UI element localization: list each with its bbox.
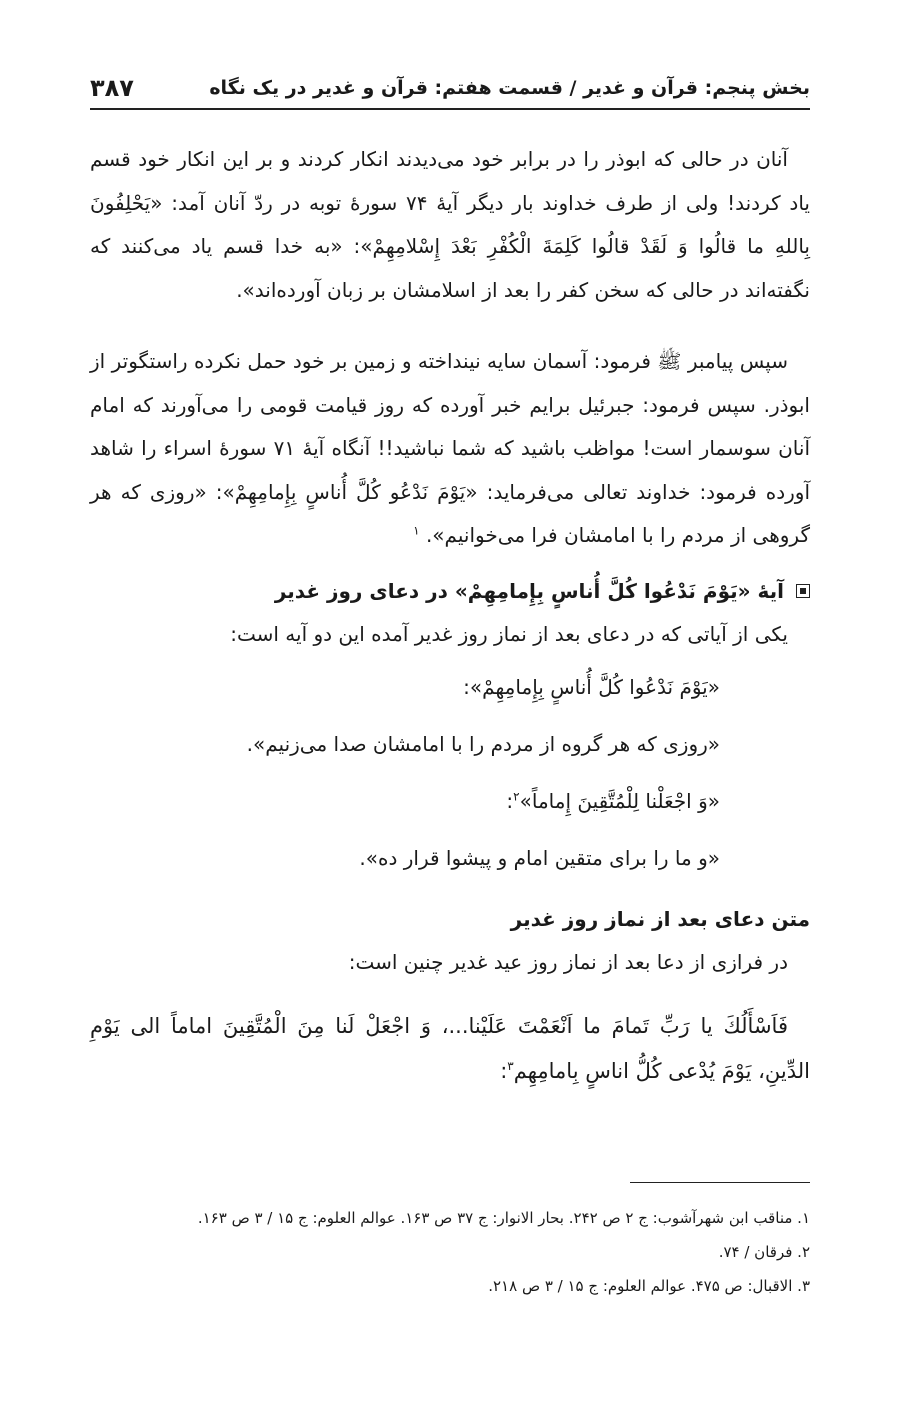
prayer-heading: متن دعای بعد از نماز روز غدیر (510, 906, 810, 931)
section-heading-text: آیهٔ «يَوْمَ نَدْعُوا كُلَّ أُناسٍ بِإِمامِهِمْ» در دعای روز غدیر (274, 578, 784, 603)
footnote-divider (630, 1182, 810, 1183)
footnote-1: ۱. مناقب ابن شهرآشوب: ج ۲ ص ۲۴۲. بحار الانوار: ج ۳۷ ص ۱۶۳. عوالم العلوم: ج ۱۵ / ۳ ص ۱۶۳. (197, 1209, 810, 1227)
paragraph-2-text: سپس پیامبر ﷺ فرمود: آسمان سایه نینداخته و زمین بر خود حمل نکرده راستگوتر از ابوذر. سپس فرمود: جبرئیل برایم خبر آورده که روز قیامت قومی را می‌آورند که امام آنان سوسمار است! مواظب باشید که شما نباشید!! آنگاه آیهٔ ۷۱ سورهٔ اسراء را شاهد آورده فرمود: خداوند تعالی می‌فرماید: «يَوْمَ نَدْعُو كُلَّ أُناسٍ بِإِمامِهِمْ»: «روزی که هر گروهی از مردم را با امامشان فرا می‌خوانیم». (90, 349, 810, 547)
footnote-ref-2[interactable]: ۲ (513, 788, 520, 803)
paragraph-2 (90, 340, 810, 558)
running-header (90, 68, 810, 110)
page-number: ۳۸۷ (90, 74, 134, 102)
prayer-text-content: فَاَسْأَلُكَ يا رَبِّ تَمامَ ما اَنْعَمْتَ عَلَيْنا...، وَ اجْعَلْ لَنا مِنَ الْمُتَّقِينَ اماماً الى يَوْمِ الدِّينِ، يَوْمَ يُدْعى كُلُّ اناسٍ بِامامِهِم (90, 1013, 810, 1083)
footnote-2: ۲. فرقان / ۷۴. (718, 1243, 810, 1261)
quote-translation-1: «روزی که هر گروه از مردم را با امامشان صدا می‌زنیم». (246, 731, 720, 756)
section-heading (90, 570, 810, 613)
quote-verse-2: «وَ اجْعَلْنا لِلْمُتَّقِينَ إِماماً»$^۲$: (506, 788, 720, 813)
footnote-ref-1[interactable]: ۱ (413, 523, 420, 538)
quote-verse-1: «يَوْمَ نَدْعُوا كُلَّ أُناسٍ بِإِمامِهِمْ»: (463, 674, 720, 699)
square-bullet-icon (796, 584, 810, 598)
section-intro: یکی از آیاتی که در دعای بعد از نماز روز غدیر آمده این دو آیه است: (230, 621, 788, 646)
prayer-text: فَاَسْأَلُكَ يا رَبِّ تَمامَ ما اَنْعَمْتَ عَلَيْنا...، وَ اجْعَلْ لَنا مِنَ الْمُتَّقِينَ اماماً الى يَوْمِ الدِّينِ، يَوْمَ يُدْعى كُلُّ اناسٍ بِامامِهِم$^۳$: (90, 1013, 810, 1083)
quote-verse-2-text: «وَ اجْعَلْنا لِلْمُتَّقِينَ إِماماً» (519, 788, 720, 813)
footnotes (90, 1202, 810, 1304)
paragraph-1: آنان در حالی که ابوذر را در برابر خود می‌دیدند انکار کردند و بر این انکار خود قسم یاد کردند! ولی از طرف خداوند بار دیگر آیهٔ ۷۴ سورهٔ توبه در ردّ آنان آمد: «يَحْلِفُونَ بِاللهِ ما قالُوا وَ لَقَدْ قالُوا كَلِمَةَ الْكُفْرِ بَعْدَ إِسْلامِهِمْ»: «به خدا قسم یاد می‌کنند که نگفته‌اند در حالی که سخن کفر را بعد از اسلامشان بر زبان آورده‌اند». (90, 147, 810, 302)
header-title: بخش پنجم: قرآن و غدیر / قسمت هفتم: قرآن و غدیر در یک نگاه (209, 77, 810, 99)
prayer-intro: در فرازی از دعا بعد از نماز روز عید غدیر چنین است: (348, 949, 788, 974)
quote-translation-2: «و ما را برای متقین امام و پیشوا قرار ده». (359, 845, 720, 870)
page-body (90, 138, 810, 1094)
footnote-3: ۳. الاقبال: ص ۴۷۵. عوالم العلوم: ج ۱۵ / ۳ ص ۲۱۸. (488, 1277, 810, 1295)
footnote-ref-3[interactable]: ۳ (507, 1058, 514, 1073)
